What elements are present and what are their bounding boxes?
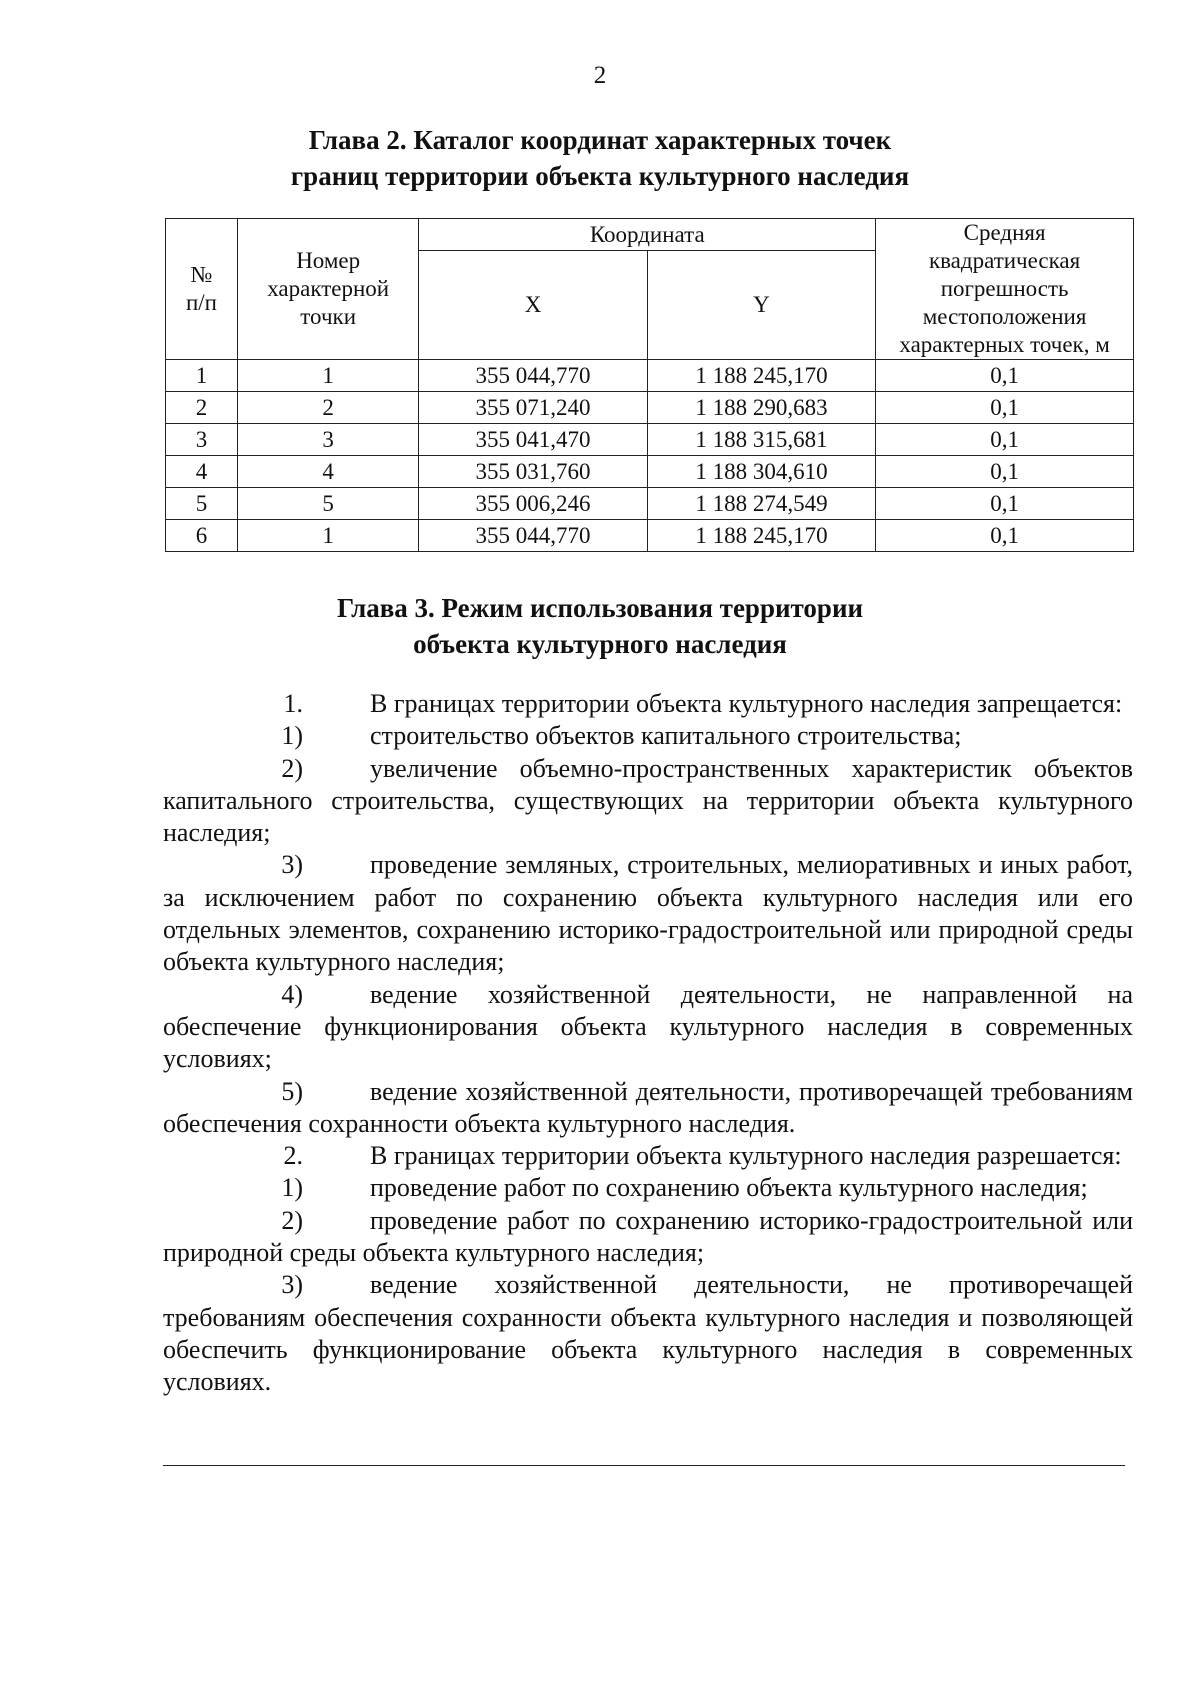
cell-row-number: 5 — [166, 488, 238, 520]
paragraph-text: увеличение объемно-пространственных характеристик объектов капитального строительства, существующих на территории объекта культурного наследия; — [163, 753, 1133, 848]
page-number: 2 — [593, 62, 607, 89]
header-row-number-line: № — [190, 262, 213, 287]
header-point-line: Номер — [296, 248, 361, 273]
paragraph-number: 4) — [281, 979, 303, 1009]
cell-row-number: 6 — [166, 520, 238, 552]
cell-error: 0,1 — [876, 424, 1134, 456]
chapter-2-heading — [0, 122, 1200, 194]
cell-row-number: 1 — [166, 360, 238, 392]
cell-error: 0,1 — [876, 520, 1134, 552]
chapter-2-heading-line-1: Глава 2. Каталог координат характерных точек — [308, 125, 892, 155]
paragraph-text: ведение хозяйственной деятельности, противоречащей требованиям обеспечения сохранности объекта культурного наследия. — [163, 1076, 1133, 1138]
cell-row-number: 2 — [166, 392, 238, 424]
header-point-line: характерной — [267, 276, 390, 301]
paragraph-number: 2) — [281, 1205, 303, 1235]
coordinates-table — [165, 218, 1134, 552]
cell-x: 355 006,246 — [419, 488, 647, 520]
paragraph-text: проведение земляных, строительных, мелиоративных и иных работ, за исключением работ по сохранению объекта культурного наследия или его отдельных элементов, сохранению историко-градостроительной или природной среды объекта культурного наследия; — [163, 850, 1133, 977]
paragraph-text: строительство объектов капитального строительства; — [370, 721, 962, 751]
chapter-3-heading-line-2: объекта культурного наследия — [413, 629, 787, 659]
paragraph — [163, 979, 1133, 1076]
header-error-line: Средняя — [963, 220, 1046, 245]
paragraph-text: проведение работ по сохранению историко-градостроительной или природной среды объекта культурного наследия; — [163, 1205, 1133, 1268]
table-row — [166, 424, 1134, 456]
header-point-number — [238, 219, 419, 360]
cell-row-number: 3 — [166, 424, 238, 456]
paragraph-number: 1) — [281, 721, 303, 751]
paragraph — [163, 1140, 1133, 1172]
paragraph — [163, 1172, 1133, 1204]
table-row — [166, 360, 1134, 392]
cell-y: 1 188 274,549 — [647, 488, 875, 520]
paragraph-number: 3) — [281, 850, 303, 880]
table-row — [166, 392, 1134, 424]
cell-y: 1 188 245,170 — [647, 360, 875, 392]
cell-y: 1 188 315,681 — [647, 424, 875, 456]
cell-y: 1 188 304,610 — [647, 456, 875, 488]
cell-x: 355 041,470 — [419, 424, 647, 456]
cell-error: 0,1 — [876, 488, 1134, 520]
header-error-line: местоположения — [922, 304, 1087, 329]
paragraph-number: 1) — [281, 1173, 303, 1203]
chapter-2-heading-line-2: границ территории объекта культурного наследия — [290, 161, 910, 191]
header-row-number — [166, 219, 238, 360]
cell-point-number: 4 — [238, 456, 419, 488]
paragraph-text: В границах территории объекта культурного наследия запрещается: — [370, 689, 1123, 718]
header-error-line: погрешность — [940, 276, 1069, 301]
header-row-number-line: п/п — [185, 290, 217, 315]
cell-point-number: 3 — [238, 424, 419, 456]
table-row — [166, 520, 1134, 552]
cell-point-number: 1 — [238, 360, 419, 392]
paragraph-number: 2. — [283, 1141, 303, 1171]
cell-y: 1 188 245,170 — [647, 520, 875, 552]
cell-x: 355 071,240 — [419, 392, 647, 424]
cell-point-number: 5 — [238, 488, 419, 520]
header-error-line: характерных точек, м — [899, 332, 1110, 357]
cell-x: 355 044,770 — [419, 520, 647, 552]
closing-divider — [163, 1465, 1125, 1466]
cell-y: 1 188 290,683 — [647, 392, 875, 424]
cell-error: 0,1 — [876, 456, 1134, 488]
chapter-3-body — [163, 688, 1133, 1399]
header-x: X — [419, 251, 647, 360]
paragraph-number: 1. — [283, 689, 303, 718]
cell-point-number: 1 — [238, 520, 419, 552]
paragraph-number: 2) — [281, 753, 303, 783]
cell-x: 355 031,760 — [419, 456, 647, 488]
table-row — [166, 456, 1134, 488]
paragraph — [163, 688, 1133, 720]
paragraph — [163, 753, 1133, 850]
paragraph — [163, 1076, 1133, 1141]
header-coordinate: Координата — [419, 219, 876, 251]
header-y: Y — [647, 251, 875, 360]
paragraph — [163, 1269, 1133, 1398]
chapter-3-heading-line-1: Глава 3. Режим использования территории — [336, 593, 864, 623]
cell-point-number: 2 — [238, 392, 419, 424]
paragraph-number: 5) — [281, 1076, 303, 1106]
paragraph-text: В границах территории объекта культурного наследия разрешается: — [370, 1141, 1122, 1171]
cell-error: 0,1 — [876, 360, 1134, 392]
cell-error: 0,1 — [876, 392, 1134, 424]
header-error-line: квадратическая — [928, 248, 1081, 273]
chapter-3-heading — [0, 590, 1200, 662]
cell-x: 355 044,770 — [419, 360, 647, 392]
cell-row-number: 4 — [166, 456, 238, 488]
header-point-line: точки — [300, 304, 356, 329]
paragraph-text: проведение работ по сохранению объекта культурного наследия; — [370, 1173, 1088, 1203]
paragraph — [163, 1205, 1133, 1270]
paragraph — [163, 849, 1133, 978]
paragraph-number: 3) — [281, 1270, 303, 1300]
paragraph — [163, 720, 1133, 752]
header-error — [876, 219, 1134, 360]
paragraph-text: ведение хозяйственной деятельности, не направленной на обеспечение функционирования объекта культурного наследия в современных условиях; — [163, 979, 1133, 1074]
paragraph-text: ведение хозяйственной деятельности, не противоречащей требованиям обеспечения сохранности объекта культурного наследия и позволяющей обеспечить функционирование объекта культурного наследия в современных условиях. — [163, 1270, 1133, 1397]
table-row — [166, 488, 1134, 520]
